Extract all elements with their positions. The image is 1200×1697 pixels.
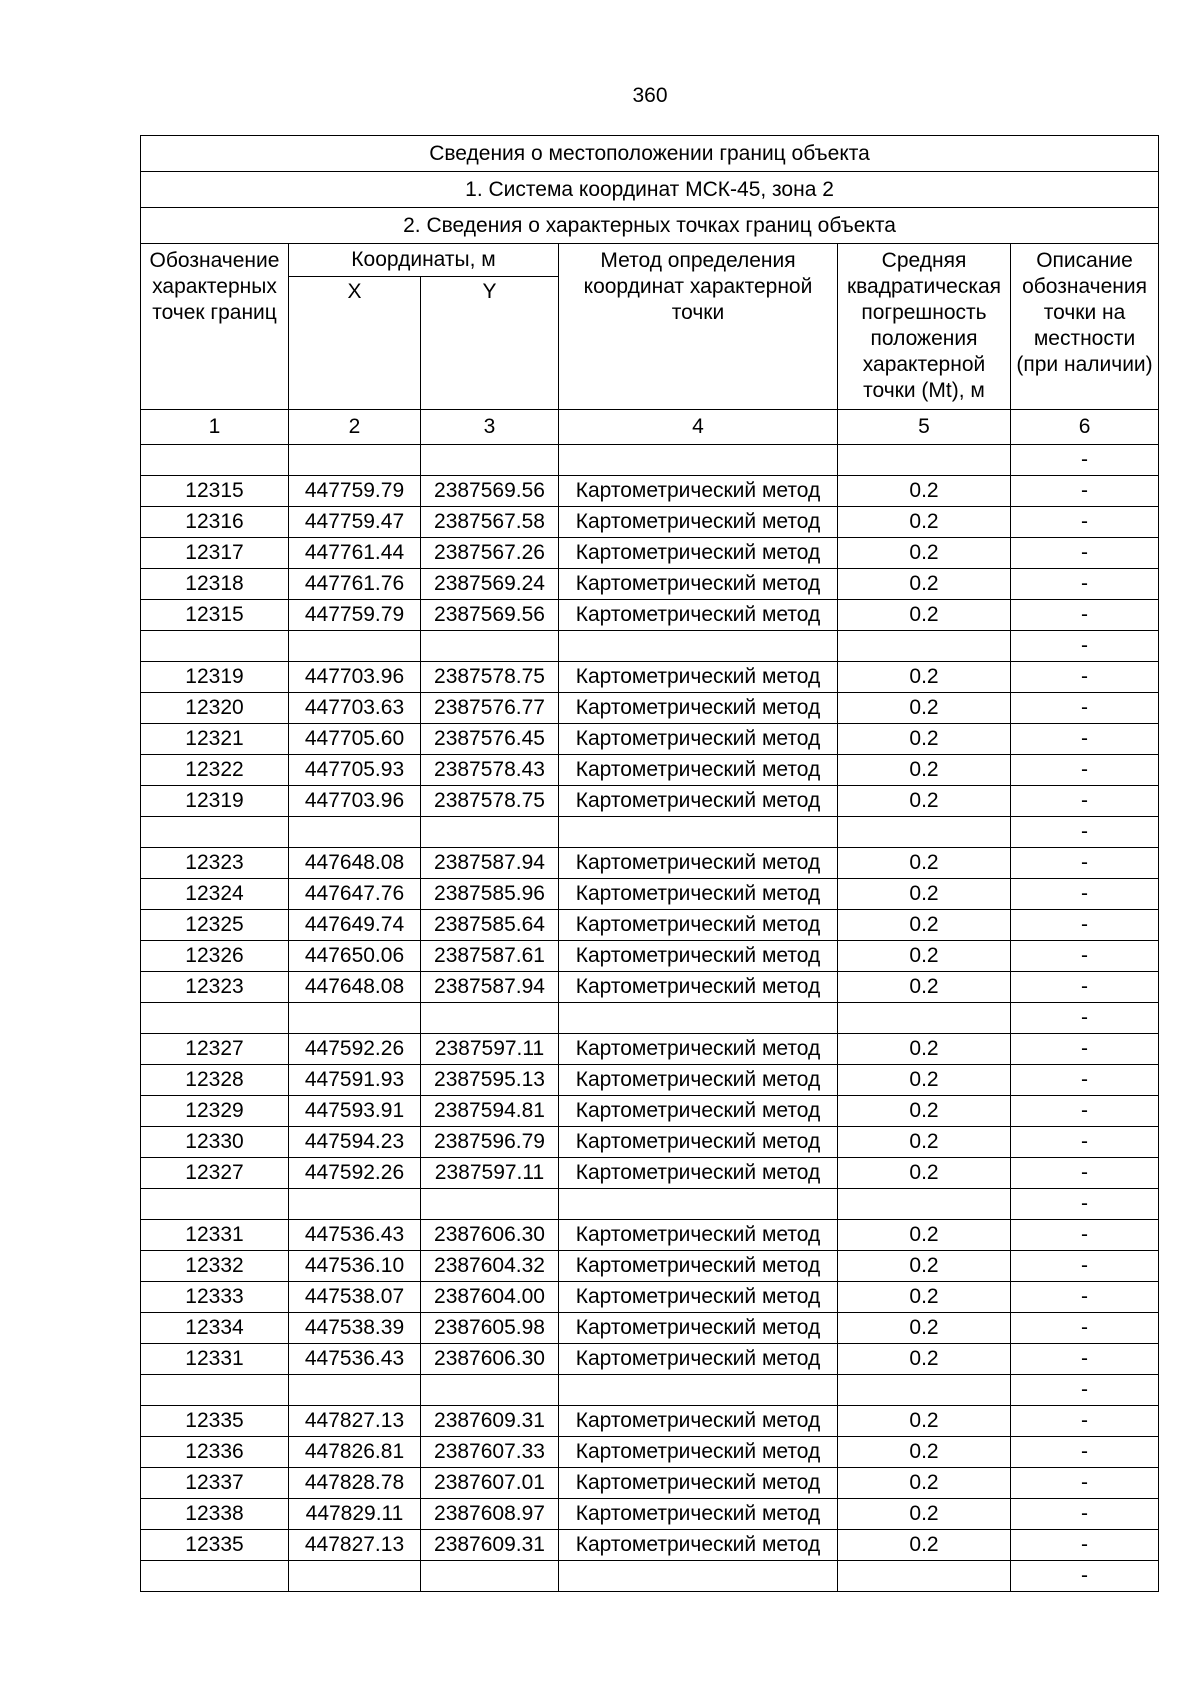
cell-x: 447650.06 <box>289 941 421 972</box>
cell-method: Картометрический метод <box>559 910 838 941</box>
table-row <box>141 507 1159 538</box>
table-row <box>141 1189 1159 1220</box>
cell-point-id: 12331 <box>141 1344 289 1375</box>
cell-x: 447703.96 <box>289 662 421 693</box>
column-number: 1 <box>141 410 289 445</box>
cell-point-id: 12317 <box>141 538 289 569</box>
cell-x: 447828.78 <box>289 1468 421 1499</box>
cell-point-id: 12335 <box>141 1406 289 1437</box>
cell-y: 2387609.31 <box>421 1406 559 1437</box>
cell-error <box>838 817 1011 848</box>
cell-error: 0.2 <box>838 879 1011 910</box>
cell-description: - <box>1011 662 1159 693</box>
cell-error: 0.2 <box>838 1065 1011 1096</box>
cell-x: 447703.63 <box>289 693 421 724</box>
cell-y: 2387607.33 <box>421 1437 559 1468</box>
section-title: 2. Сведения о характерных точках границ объекта <box>141 208 1159 244</box>
cell-x: 447648.08 <box>289 972 421 1003</box>
cell-point-id <box>141 631 289 662</box>
cell-description: - <box>1011 569 1159 600</box>
cell-description: - <box>1011 1561 1159 1592</box>
cell-error: 0.2 <box>838 1096 1011 1127</box>
cell-y <box>421 1561 559 1592</box>
cell-y: 2387569.24 <box>421 569 559 600</box>
table-row <box>141 910 1159 941</box>
cell-x <box>289 445 421 476</box>
cell-method: Картометрический метод <box>559 941 838 972</box>
cell-error: 0.2 <box>838 569 1011 600</box>
cell-description: - <box>1011 693 1159 724</box>
cell-error: 0.2 <box>838 507 1011 538</box>
cell-point-id: 12316 <box>141 507 289 538</box>
table-row <box>141 1127 1159 1158</box>
cell-method: Картометрический метод <box>559 1158 838 1189</box>
cell-method: Картометрический метод <box>559 786 838 817</box>
cell-y <box>421 817 559 848</box>
cell-point-id <box>141 1189 289 1220</box>
cell-description: - <box>1011 1282 1159 1313</box>
cell-y: 2387569.56 <box>421 476 559 507</box>
column-number: 4 <box>559 410 838 445</box>
cell-x: 447594.23 <box>289 1127 421 1158</box>
table-row <box>141 1065 1159 1096</box>
cell-y: 2387594.81 <box>421 1096 559 1127</box>
cell-y: 2387567.58 <box>421 507 559 538</box>
cell-description: - <box>1011 848 1159 879</box>
table-row <box>141 972 1159 1003</box>
cell-error <box>838 1003 1011 1034</box>
cell-y: 2387585.96 <box>421 879 559 910</box>
cell-y <box>421 1003 559 1034</box>
cell-description: - <box>1011 507 1159 538</box>
cell-description: - <box>1011 631 1159 662</box>
cell-error: 0.2 <box>838 1344 1011 1375</box>
cell-method <box>559 1189 838 1220</box>
cell-description: - <box>1011 879 1159 910</box>
cell-x: 447705.60 <box>289 724 421 755</box>
cell-y <box>421 1375 559 1406</box>
cell-error: 0.2 <box>838 941 1011 972</box>
cell-point-id: 12323 <box>141 848 289 879</box>
cell-description: - <box>1011 1313 1159 1344</box>
cell-method: Картометрический метод <box>559 662 838 693</box>
cell-description: - <box>1011 1406 1159 1437</box>
cell-error: 0.2 <box>838 724 1011 755</box>
table-row <box>141 941 1159 972</box>
cell-error <box>838 1189 1011 1220</box>
cell-error: 0.2 <box>838 1406 1011 1437</box>
cell-y: 2387587.94 <box>421 972 559 1003</box>
cell-error: 0.2 <box>838 693 1011 724</box>
cell-error: 0.2 <box>838 1499 1011 1530</box>
cell-method: Картометрический метод <box>559 693 838 724</box>
cell-method: Картометрический метод <box>559 1344 838 1375</box>
cell-x: 447536.43 <box>289 1344 421 1375</box>
cell-error <box>838 631 1011 662</box>
cell-error <box>838 445 1011 476</box>
cell-x: 447759.47 <box>289 507 421 538</box>
cell-point-id: 12334 <box>141 1313 289 1344</box>
cell-error: 0.2 <box>838 1282 1011 1313</box>
cell-x <box>289 817 421 848</box>
cell-description: - <box>1011 1251 1159 1282</box>
cell-x: 447827.13 <box>289 1406 421 1437</box>
cell-method <box>559 817 838 848</box>
cell-x: 447703.96 <box>289 786 421 817</box>
table-row <box>141 1003 1159 1034</box>
cell-description: - <box>1011 910 1159 941</box>
cell-x: 447827.13 <box>289 1530 421 1561</box>
cell-point-id: 12324 <box>141 879 289 910</box>
cell-y: 2387569.56 <box>421 600 559 631</box>
cell-y: 2387597.11 <box>421 1034 559 1065</box>
cell-method: Картометрический метод <box>559 1282 838 1313</box>
cell-description: - <box>1011 476 1159 507</box>
cell-point-id: 12323 <box>141 972 289 1003</box>
cell-point-id: 12319 <box>141 786 289 817</box>
column-number: 3 <box>421 410 559 445</box>
table-row <box>141 1282 1159 1313</box>
cell-error: 0.2 <box>838 662 1011 693</box>
cell-description: - <box>1011 1437 1159 1468</box>
cell-method: Картометрический метод <box>559 1406 838 1437</box>
cell-y: 2387587.61 <box>421 941 559 972</box>
cell-method <box>559 631 838 662</box>
cell-description: - <box>1011 755 1159 786</box>
boundary-points-table <box>140 135 1159 1592</box>
cell-x <box>289 1375 421 1406</box>
cell-y: 2387597.11 <box>421 1158 559 1189</box>
cell-description: - <box>1011 1530 1159 1561</box>
cell-description: - <box>1011 1344 1159 1375</box>
cell-error: 0.2 <box>838 1158 1011 1189</box>
cell-method: Картометрический метод <box>559 1251 838 1282</box>
table-row <box>141 817 1159 848</box>
cell-error: 0.2 <box>838 1313 1011 1344</box>
cell-point-id: 12333 <box>141 1282 289 1313</box>
table-row <box>141 693 1159 724</box>
cell-x: 447592.26 <box>289 1034 421 1065</box>
cell-description: - <box>1011 1127 1159 1158</box>
cell-point-id: 12315 <box>141 476 289 507</box>
cell-error: 0.2 <box>838 1034 1011 1065</box>
table-row <box>141 1437 1159 1468</box>
cell-description: - <box>1011 1065 1159 1096</box>
cell-method: Картометрический метод <box>559 507 838 538</box>
cell-x: 447536.10 <box>289 1251 421 1282</box>
table-row <box>141 1561 1159 1592</box>
cell-point-id: 12321 <box>141 724 289 755</box>
cell-point-id: 12319 <box>141 662 289 693</box>
cell-method: Картометрический метод <box>559 569 838 600</box>
table-row <box>141 476 1159 507</box>
cell-x: 447648.08 <box>289 848 421 879</box>
cell-method: Картометрический метод <box>559 1437 838 1468</box>
cell-error: 0.2 <box>838 1468 1011 1499</box>
table-row <box>141 848 1159 879</box>
table-row <box>141 1499 1159 1530</box>
cell-description: - <box>1011 1220 1159 1251</box>
cell-y: 2387605.98 <box>421 1313 559 1344</box>
cell-description: - <box>1011 941 1159 972</box>
table-row <box>141 538 1159 569</box>
cell-description: - <box>1011 1096 1159 1127</box>
cell-point-id: 12327 <box>141 1034 289 1065</box>
table-row <box>141 1375 1159 1406</box>
cell-y: 2387604.00 <box>421 1282 559 1313</box>
cell-y: 2387606.30 <box>421 1220 559 1251</box>
cell-point-id: 12327 <box>141 1158 289 1189</box>
cell-method: Картометрический метод <box>559 879 838 910</box>
cell-method: Картометрический метод <box>559 1499 838 1530</box>
cell-y: 2387609.31 <box>421 1530 559 1561</box>
table-row <box>141 786 1159 817</box>
table-row <box>141 1220 1159 1251</box>
cell-point-id: 12318 <box>141 569 289 600</box>
cell-x: 447538.39 <box>289 1313 421 1344</box>
cell-point-id: 12328 <box>141 1065 289 1096</box>
cell-method: Картометрический метод <box>559 538 838 569</box>
cell-point-id: 12320 <box>141 693 289 724</box>
table-row <box>141 879 1159 910</box>
cell-error: 0.2 <box>838 1220 1011 1251</box>
table-title: Сведения о местоположении границ объекта <box>141 136 1159 172</box>
cell-x: 447593.91 <box>289 1096 421 1127</box>
cell-description: - <box>1011 1158 1159 1189</box>
table-row <box>141 1158 1159 1189</box>
cell-x: 447759.79 <box>289 600 421 631</box>
cell-x <box>289 1561 421 1592</box>
cell-y <box>421 445 559 476</box>
cell-description: - <box>1011 1375 1159 1406</box>
table-row <box>141 1530 1159 1561</box>
cell-y: 2387578.43 <box>421 755 559 786</box>
cell-x: 447761.76 <box>289 569 421 600</box>
coordinate-system-caption: 1. Система координат МСК-45, зона 2 <box>141 172 1159 208</box>
cell-point-id: 12315 <box>141 600 289 631</box>
cell-y: 2387596.79 <box>421 1127 559 1158</box>
header-method: Метод определения координат характерной точки <box>559 244 838 410</box>
table-row <box>141 1034 1159 1065</box>
cell-error <box>838 1561 1011 1592</box>
cell-x: 447536.43 <box>289 1220 421 1251</box>
cell-point-id: 12331 <box>141 1220 289 1251</box>
cell-error: 0.2 <box>838 1251 1011 1282</box>
cell-point-id <box>141 445 289 476</box>
cell-point-id: 12326 <box>141 941 289 972</box>
header-description: Описание обозначения точки на местности (при наличии) <box>1011 244 1159 410</box>
table-row <box>141 445 1159 476</box>
cell-method: Картометрический метод <box>559 1127 838 1158</box>
cell-point-id <box>141 817 289 848</box>
cell-x <box>289 631 421 662</box>
cell-error: 0.2 <box>838 1530 1011 1561</box>
table-row <box>141 600 1159 631</box>
cell-x: 447826.81 <box>289 1437 421 1468</box>
cell-point-id: 12332 <box>141 1251 289 1282</box>
cell-point-id: 12330 <box>141 1127 289 1158</box>
cell-point-id: 12336 <box>141 1437 289 1468</box>
cell-y: 2387606.30 <box>421 1344 559 1375</box>
table-row <box>141 1468 1159 1499</box>
cell-description: - <box>1011 786 1159 817</box>
cell-error: 0.2 <box>838 600 1011 631</box>
cell-error: 0.2 <box>838 786 1011 817</box>
cell-error <box>838 1375 1011 1406</box>
table-row <box>141 1251 1159 1282</box>
cell-description: - <box>1011 972 1159 1003</box>
cell-y: 2387578.75 <box>421 662 559 693</box>
table-row <box>141 631 1159 662</box>
cell-error: 0.2 <box>838 1437 1011 1468</box>
header-y: Y <box>421 277 559 410</box>
cell-method: Картометрический метод <box>559 1034 838 1065</box>
cell-error: 0.2 <box>838 755 1011 786</box>
table-row <box>141 569 1159 600</box>
cell-method: Картометрический метод <box>559 755 838 786</box>
cell-point-id: 12325 <box>141 910 289 941</box>
cell-method <box>559 445 838 476</box>
cell-point-id <box>141 1003 289 1034</box>
cell-method: Картометрический метод <box>559 1468 838 1499</box>
cell-error: 0.2 <box>838 538 1011 569</box>
cell-y <box>421 631 559 662</box>
table-row <box>141 662 1159 693</box>
cell-description: - <box>1011 600 1159 631</box>
cell-y: 2387585.64 <box>421 910 559 941</box>
cell-y: 2387607.01 <box>421 1468 559 1499</box>
cell-point-id <box>141 1561 289 1592</box>
table-row <box>141 755 1159 786</box>
cell-y: 2387578.75 <box>421 786 559 817</box>
cell-y: 2387587.94 <box>421 848 559 879</box>
cell-y <box>421 1189 559 1220</box>
header-x: X <box>289 277 421 410</box>
cell-description: - <box>1011 724 1159 755</box>
cell-error: 0.2 <box>838 476 1011 507</box>
cell-error: 0.2 <box>838 972 1011 1003</box>
cell-description: - <box>1011 817 1159 848</box>
cell-method: Картометрический метод <box>559 1096 838 1127</box>
cell-x <box>289 1003 421 1034</box>
cell-error: 0.2 <box>838 910 1011 941</box>
cell-y: 2387567.26 <box>421 538 559 569</box>
page-number: 360 <box>632 84 668 107</box>
cell-point-id: 12338 <box>141 1499 289 1530</box>
cell-y: 2387576.45 <box>421 724 559 755</box>
cell-x: 447829.11 <box>289 1499 421 1530</box>
cell-description: - <box>1011 1499 1159 1530</box>
cell-method <box>559 1003 838 1034</box>
cell-x <box>289 1189 421 1220</box>
cell-method: Картометрический метод <box>559 848 838 879</box>
cell-y: 2387595.13 <box>421 1065 559 1096</box>
cell-point-id: 12329 <box>141 1096 289 1127</box>
cell-method <box>559 1375 838 1406</box>
cell-point-id: 12322 <box>141 755 289 786</box>
cell-description: - <box>1011 1003 1159 1034</box>
cell-y: 2387576.77 <box>421 693 559 724</box>
cell-x: 447759.79 <box>289 476 421 507</box>
cell-y: 2387604.32 <box>421 1251 559 1282</box>
cell-point-id <box>141 1375 289 1406</box>
cell-description: - <box>1011 1468 1159 1499</box>
header-coordinates: Координаты, м <box>289 244 559 277</box>
table-row <box>141 724 1159 755</box>
cell-error: 0.2 <box>838 848 1011 879</box>
cell-error: 0.2 <box>838 1127 1011 1158</box>
cell-method <box>559 1561 838 1592</box>
cell-x: 447647.76 <box>289 879 421 910</box>
cell-x: 447649.74 <box>289 910 421 941</box>
column-number: 2 <box>289 410 421 445</box>
column-number: 6 <box>1011 410 1159 445</box>
cell-x: 447591.93 <box>289 1065 421 1096</box>
cell-point-id: 12337 <box>141 1468 289 1499</box>
header-error: Средняя квадратическая погрешность положения характерной точки (Mt), м <box>838 244 1011 410</box>
table-row <box>141 1096 1159 1127</box>
table-row <box>141 1344 1159 1375</box>
header-point-designation: Обозначение характерных точек границ <box>141 244 289 410</box>
cell-method: Картометрический метод <box>559 1313 838 1344</box>
cell-description: - <box>1011 538 1159 569</box>
cell-x: 447538.07 <box>289 1282 421 1313</box>
cell-method: Картометрический метод <box>559 1530 838 1561</box>
cell-method: Картометрический метод <box>559 972 838 1003</box>
cell-method: Картометрический метод <box>559 1065 838 1096</box>
cell-x: 447705.93 <box>289 755 421 786</box>
cell-method: Картометрический метод <box>559 600 838 631</box>
cell-method: Картометрический метод <box>559 1220 838 1251</box>
cell-description: - <box>1011 445 1159 476</box>
cell-description: - <box>1011 1034 1159 1065</box>
cell-point-id: 12335 <box>141 1530 289 1561</box>
column-number: 5 <box>838 410 1011 445</box>
cell-y: 2387608.97 <box>421 1499 559 1530</box>
cell-description: - <box>1011 1189 1159 1220</box>
table-row <box>141 1406 1159 1437</box>
table-row <box>141 1313 1159 1344</box>
cell-method: Картометрический метод <box>559 724 838 755</box>
cell-x: 447761.44 <box>289 538 421 569</box>
cell-method: Картометрический метод <box>559 476 838 507</box>
cell-x: 447592.26 <box>289 1158 421 1189</box>
